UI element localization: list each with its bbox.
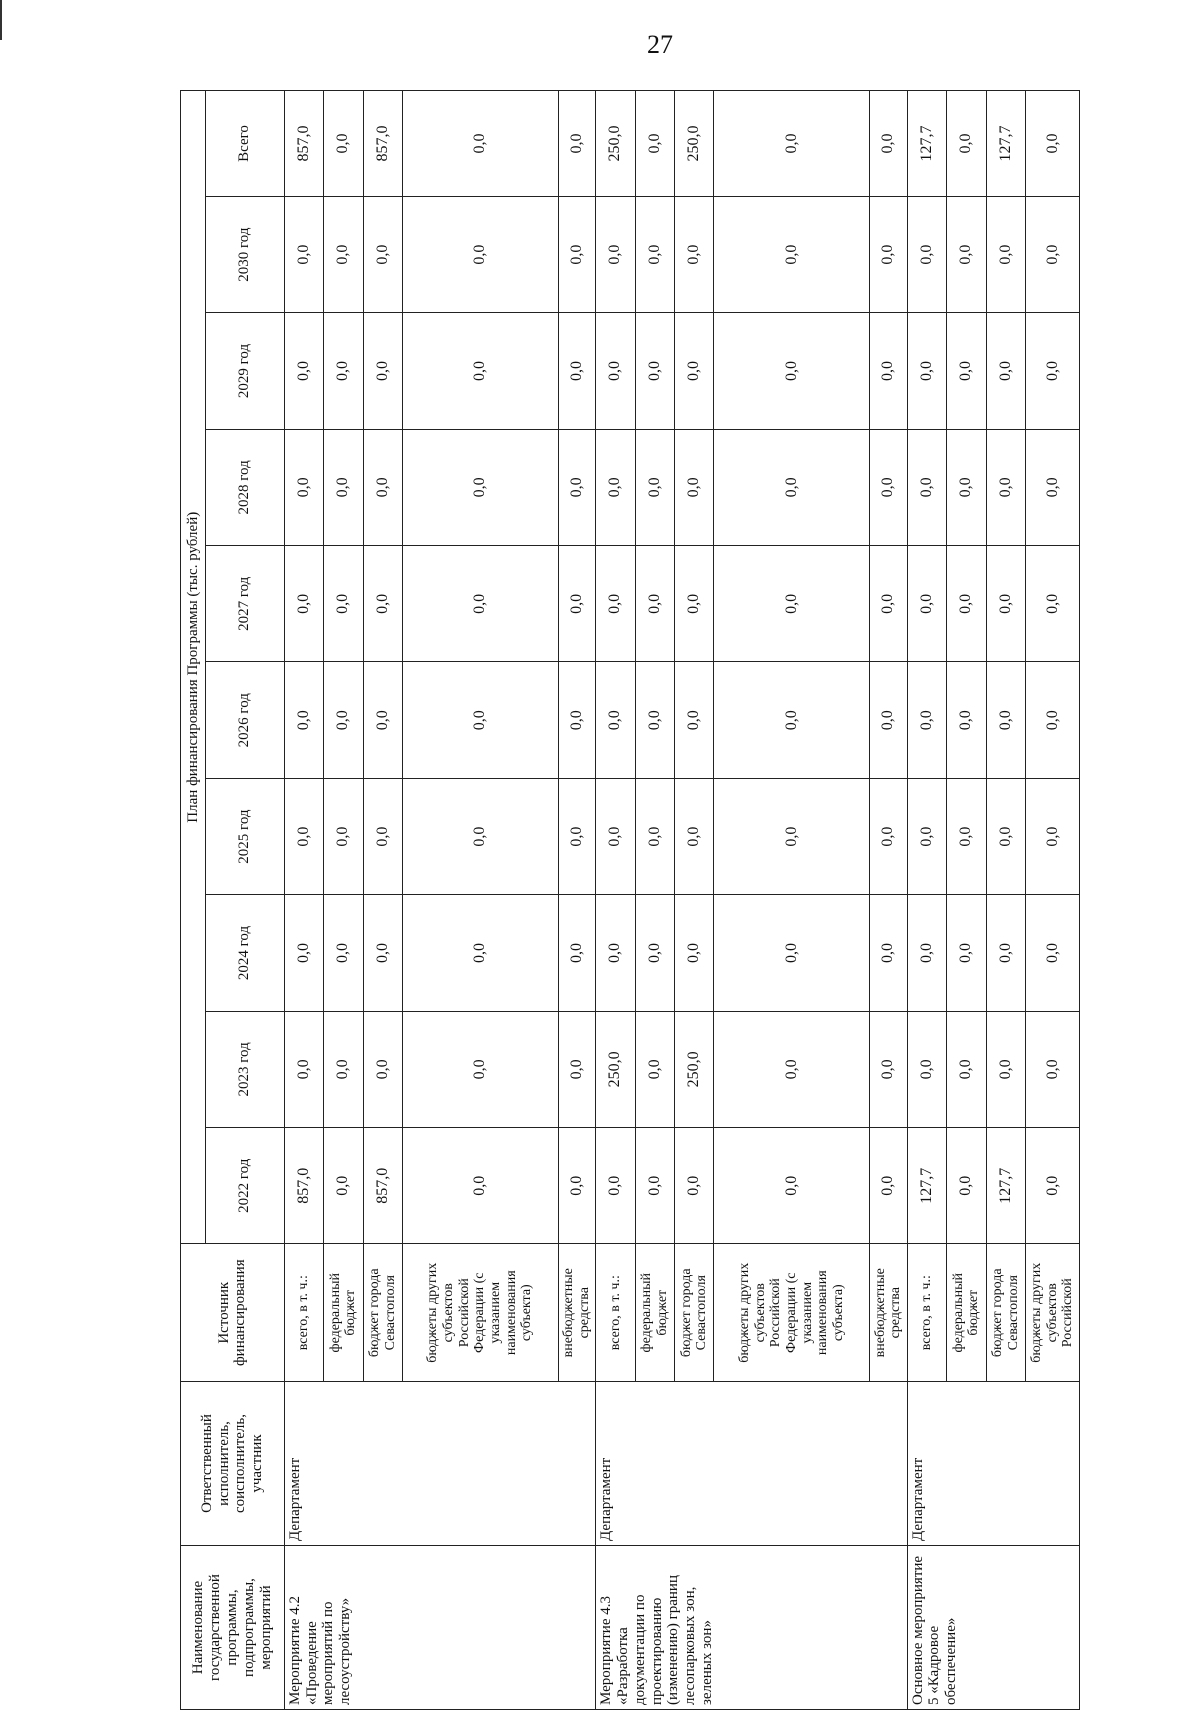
value-cell: 0,0	[907, 313, 946, 429]
value-cell: 0,0	[596, 778, 635, 894]
header-year-2026: 2026 год	[205, 662, 284, 778]
value-total-cell: 0,0	[635, 91, 674, 197]
value-cell: 0,0	[1025, 196, 1079, 312]
value-cell: 0,0	[635, 895, 674, 1011]
value-cell: 0,0	[402, 895, 558, 1011]
value-cell: 0,0	[363, 778, 402, 894]
value-cell: 0,0	[363, 196, 402, 312]
value-total-cell: 0,0	[714, 91, 870, 197]
value-cell: 0,0	[714, 313, 870, 429]
value-cell: 0,0	[324, 429, 363, 545]
header-year-2029: 2029 год	[205, 313, 284, 429]
header-year-2027: 2027 год	[205, 546, 284, 662]
value-cell: 0,0	[596, 895, 635, 1011]
value-cell: 0,0	[558, 313, 596, 429]
value-cell: 0,0	[1025, 895, 1079, 1011]
value-cell: 0,0	[324, 1128, 363, 1244]
value-cell: 0,0	[635, 1128, 674, 1244]
funding-source: бюджет города Севастополя	[986, 1244, 1025, 1382]
value-cell: 0,0	[635, 313, 674, 429]
value-cell: 0,0	[324, 313, 363, 429]
header-responsible: Ответственный исполнитель, соисполнитель, участник	[181, 1382, 285, 1546]
value-cell: 0,0	[596, 1128, 635, 1244]
value-cell: 0,0	[596, 196, 635, 312]
value-total-cell: 0,0	[558, 91, 596, 197]
financing-table	[180, 90, 1080, 1710]
value-total-cell: 857,0	[363, 91, 402, 197]
value-total-cell: 0,0	[402, 91, 558, 197]
value-cell: 0,0	[284, 196, 323, 312]
value-cell: 0,0	[986, 546, 1025, 662]
value-cell: 0,0	[324, 662, 363, 778]
value-cell: 857,0	[284, 1128, 323, 1244]
value-cell: 0,0	[635, 429, 674, 545]
table-row	[284, 91, 323, 1710]
value-cell: 857,0	[363, 1128, 402, 1244]
value-cell: 250,0	[596, 1011, 635, 1127]
header-name: Наименование государственной программы, подпрограммы, мероприятий	[181, 1546, 285, 1710]
value-cell: 0,0	[870, 778, 908, 894]
value-total-cell: 127,7	[907, 91, 946, 197]
value-cell: 0,0	[675, 778, 714, 894]
value-cell: 0,0	[635, 1011, 674, 1127]
value-cell: 0,0	[907, 895, 946, 1011]
header-year-2024: 2024 год	[205, 895, 284, 1011]
funding-source: бюджеты других субъектов Российской Федерации (с указанием наименования субъекта)	[714, 1244, 870, 1382]
value-cell: 0,0	[402, 313, 558, 429]
value-cell: 0,0	[907, 1011, 946, 1127]
activity-name: Мероприятие 4.2 «Проведение мероприятий по лесоустройству»	[284, 1546, 595, 1710]
header-year-2022: 2022 год	[205, 1128, 284, 1244]
value-total-cell: 857,0	[284, 91, 323, 197]
funding-source: бюджет города Севастополя	[675, 1244, 714, 1382]
funding-source: всего, в т. ч.:	[596, 1244, 635, 1382]
value-cell: 0,0	[363, 546, 402, 662]
value-cell: 0,0	[1025, 546, 1079, 662]
value-cell: 0,0	[363, 429, 402, 545]
value-cell: 0,0	[402, 429, 558, 545]
value-total-cell: 0,0	[947, 91, 986, 197]
value-cell: 0,0	[284, 1011, 323, 1127]
responsible-executor: Департамент	[907, 1382, 1079, 1546]
value-cell: 0,0	[714, 895, 870, 1011]
value-cell: 0,0	[907, 662, 946, 778]
funding-source: бюджеты других субъектов Российской	[1025, 1244, 1079, 1382]
value-cell: 0,0	[947, 895, 986, 1011]
page-number: 27	[647, 30, 673, 59]
value-cell: 0,0	[363, 313, 402, 429]
value-cell: 0,0	[284, 429, 323, 545]
value-cell: 0,0	[870, 662, 908, 778]
value-cell: 0,0	[558, 1011, 596, 1127]
value-cell: 0,0	[907, 196, 946, 312]
value-cell: 0,0	[870, 196, 908, 312]
value-cell: 0,0	[986, 895, 1025, 1011]
value-cell: 0,0	[558, 778, 596, 894]
value-total-cell: 250,0	[596, 91, 635, 197]
value-cell: 0,0	[714, 662, 870, 778]
funding-source: внебюджетные средства	[870, 1244, 908, 1382]
funding-source: федеральный бюджет	[324, 1244, 363, 1382]
value-cell: 0,0	[1025, 662, 1079, 778]
value-cell: 0,0	[558, 546, 596, 662]
value-cell: 0,0	[986, 429, 1025, 545]
value-cell: 0,0	[714, 1011, 870, 1127]
activity-name: Основное мероприятие 5 «Кадровое обеспечение»	[907, 1546, 1079, 1710]
funding-source: всего, в т. ч.:	[284, 1244, 323, 1382]
value-cell: 0,0	[402, 546, 558, 662]
value-cell: 0,0	[1025, 1011, 1079, 1127]
value-cell: 0,0	[714, 1128, 870, 1244]
value-cell: 0,0	[947, 546, 986, 662]
header-year-2028: 2028 год	[205, 429, 284, 545]
value-cell: 0,0	[714, 196, 870, 312]
value-cell: 0,0	[402, 778, 558, 894]
value-cell: 0,0	[986, 662, 1025, 778]
value-cell: 0,0	[284, 313, 323, 429]
value-cell: 0,0	[870, 546, 908, 662]
value-cell: 0,0	[558, 662, 596, 778]
value-cell: 0,0	[324, 778, 363, 894]
value-cell: 0,0	[986, 196, 1025, 312]
value-cell: 0,0	[558, 1128, 596, 1244]
value-cell: 0,0	[635, 546, 674, 662]
value-cell: 0,0	[402, 1011, 558, 1127]
value-cell: 0,0	[1025, 778, 1079, 894]
value-cell: 0,0	[558, 196, 596, 312]
value-cell: 0,0	[363, 895, 402, 1011]
value-cell: 0,0	[675, 1128, 714, 1244]
value-cell: 0,0	[596, 662, 635, 778]
table-row	[596, 91, 635, 1710]
table-row	[907, 91, 946, 1710]
value-cell: 0,0	[907, 546, 946, 662]
value-cell: 0,0	[1025, 1128, 1079, 1244]
value-cell: 0,0	[1025, 429, 1079, 545]
value-cell: 0,0	[675, 196, 714, 312]
value-cell: 0,0	[596, 546, 635, 662]
responsible-executor: Департамент	[596, 1382, 907, 1546]
header-year-2023: 2023 год	[205, 1011, 284, 1127]
value-cell: 0,0	[870, 895, 908, 1011]
value-cell: 0,0	[907, 429, 946, 545]
funding-source: всего, в т. ч.:	[907, 1244, 946, 1382]
value-cell: 0,0	[870, 429, 908, 545]
value-cell: 0,0	[986, 313, 1025, 429]
value-cell: 0,0	[363, 662, 402, 778]
value-cell: 0,0	[947, 662, 986, 778]
value-cell: 0,0	[402, 196, 558, 312]
value-total-cell: 0,0	[1025, 91, 1079, 197]
value-cell: 0,0	[870, 1011, 908, 1127]
rotated-table-container	[180, 90, 1080, 1710]
value-cell: 0,0	[675, 895, 714, 1011]
value-cell: 0,0	[402, 1128, 558, 1244]
value-cell: 0,0	[675, 429, 714, 545]
value-total-cell: 250,0	[675, 91, 714, 197]
value-cell: 0,0	[870, 1128, 908, 1244]
value-cell: 0,0	[947, 429, 986, 545]
value-cell: 0,0	[947, 1128, 986, 1244]
value-total-cell: 0,0	[324, 91, 363, 197]
value-cell: 0,0	[947, 196, 986, 312]
value-cell: 0,0	[635, 196, 674, 312]
value-total-cell: 0,0	[870, 91, 908, 197]
value-cell: 0,0	[870, 313, 908, 429]
value-cell: 0,0	[675, 662, 714, 778]
funding-source: федеральный бюджет	[635, 1244, 674, 1382]
value-cell: 0,0	[324, 895, 363, 1011]
value-cell: 0,0	[986, 778, 1025, 894]
funding-source: бюджеты других субъектов Российской Федерации (с указанием наименования субъекта)	[402, 1244, 558, 1382]
funding-source: федеральный бюджет	[947, 1244, 986, 1382]
header-total: Всего	[205, 91, 284, 197]
responsible-executor: Департамент	[284, 1382, 595, 1546]
value-cell: 0,0	[947, 778, 986, 894]
value-cell: 0,0	[324, 1011, 363, 1127]
value-cell: 0,0	[324, 546, 363, 662]
value-cell: 0,0	[596, 429, 635, 545]
value-cell: 0,0	[947, 1011, 986, 1127]
value-cell: 0,0	[635, 662, 674, 778]
header-source: Источник финансирования	[181, 1244, 285, 1382]
value-cell: 127,7	[986, 1128, 1025, 1244]
value-cell: 0,0	[558, 895, 596, 1011]
value-cell: 0,0	[675, 546, 714, 662]
value-cell: 0,0	[1025, 313, 1079, 429]
scan-edge-mark	[0, 0, 2, 40]
value-cell: 127,7	[907, 1128, 946, 1244]
value-cell: 250,0	[675, 1011, 714, 1127]
value-cell: 0,0	[714, 429, 870, 545]
value-cell: 0,0	[363, 1011, 402, 1127]
funding-source: бюджет города Севастополя	[363, 1244, 402, 1382]
value-cell: 0,0	[402, 662, 558, 778]
value-cell: 0,0	[284, 662, 323, 778]
value-cell: 0,0	[907, 778, 946, 894]
value-cell: 0,0	[947, 313, 986, 429]
value-cell: 0,0	[324, 196, 363, 312]
value-cell: 0,0	[714, 546, 870, 662]
header-year-2025: 2025 год	[205, 778, 284, 894]
activity-name: Мероприятие 4.3 «Разработка документации по проектированию (изменению) границ лесопарковых зон, зеленых зон»	[596, 1546, 907, 1710]
value-cell: 0,0	[284, 778, 323, 894]
value-cell: 0,0	[558, 429, 596, 545]
value-cell: 0,0	[675, 313, 714, 429]
value-cell: 0,0	[596, 313, 635, 429]
header-plan: План финансирования Программы (тыс. рублей)	[181, 91, 206, 1244]
value-total-cell: 127,7	[986, 91, 1025, 197]
value-cell: 0,0	[714, 778, 870, 894]
value-cell: 0,0	[284, 895, 323, 1011]
value-cell: 0,0	[986, 1011, 1025, 1127]
value-cell: 0,0	[635, 778, 674, 894]
funding-source: внебюджетные средства	[558, 1244, 596, 1382]
header-year-2030: 2030 год	[205, 196, 284, 312]
value-cell: 0,0	[284, 546, 323, 662]
